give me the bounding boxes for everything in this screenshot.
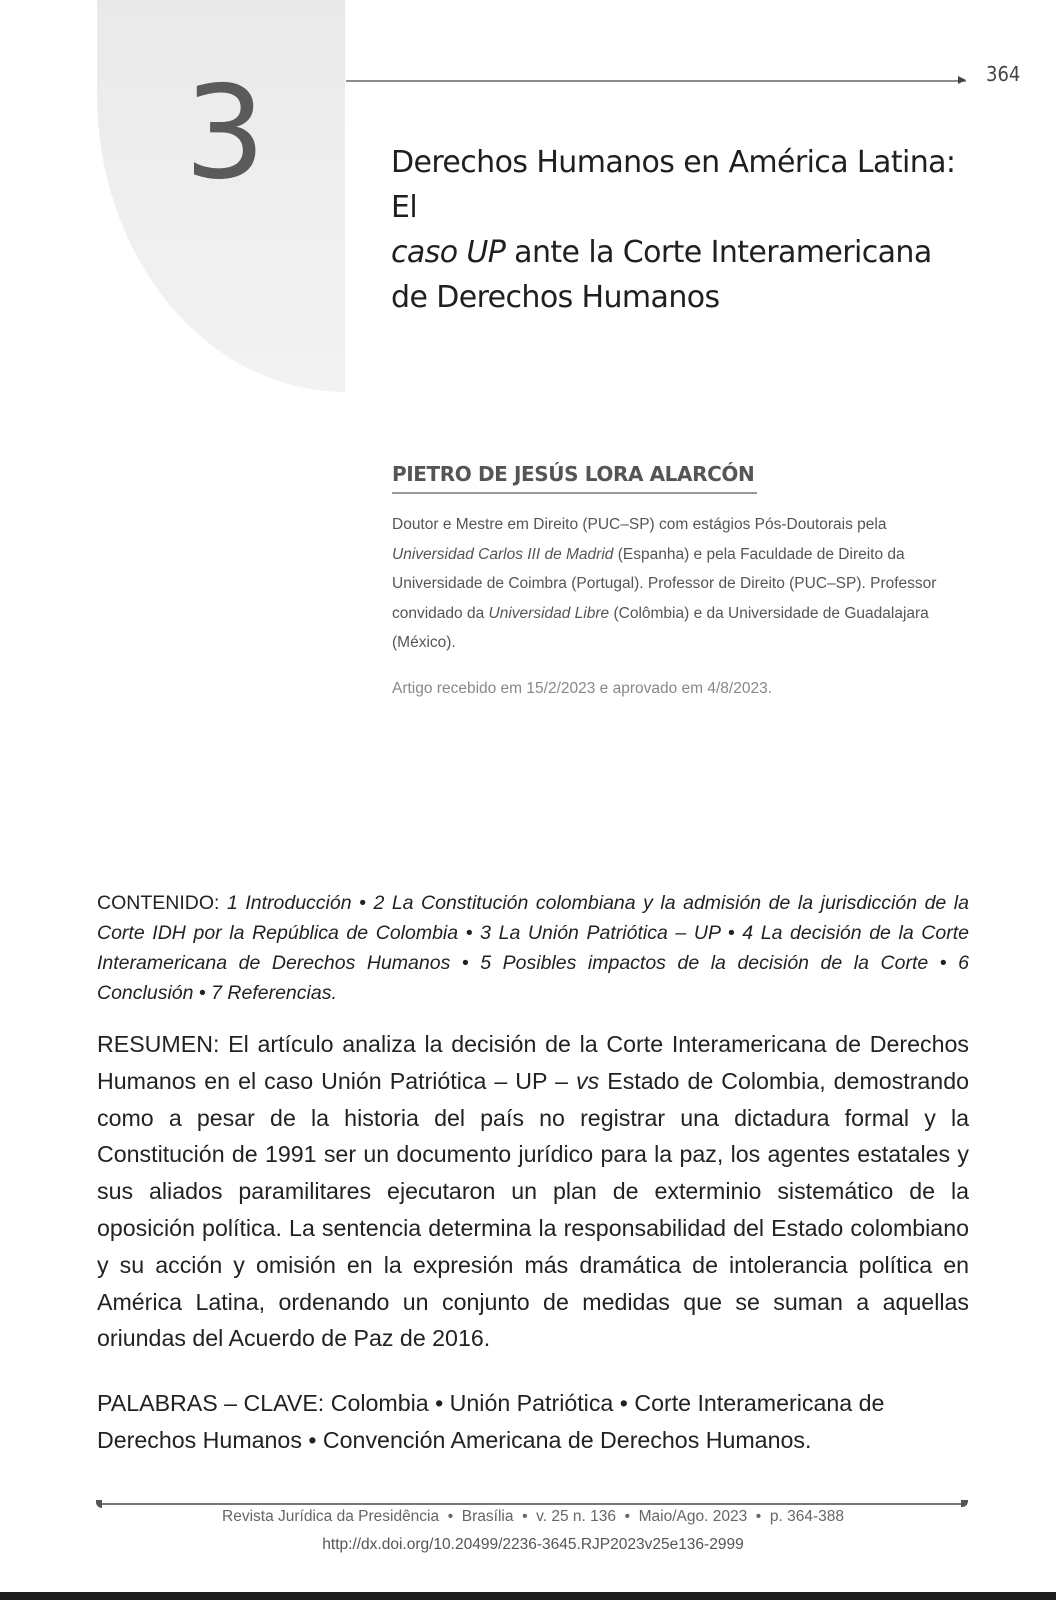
bio-text-1: Doutor e Mestre em Direito (PUC–SP) com estágios Pós-Doutorais pela bbox=[392, 516, 887, 533]
footer-rule bbox=[97, 1503, 967, 1505]
title-italic: caso UP bbox=[391, 235, 506, 270]
footer-rule-cap-right bbox=[961, 1500, 968, 1507]
received-date: Artigo recebido em 15/2/2023 e aprovado em 4/8/2023. bbox=[392, 680, 773, 697]
chapter-number: 3 bbox=[184, 59, 266, 208]
footer-rule-cap-left bbox=[96, 1500, 102, 1508]
header-rule-arrow bbox=[958, 76, 966, 84]
bio-italic-1: Universidad Carlos III de Madrid bbox=[392, 545, 614, 563]
article-title bbox=[391, 140, 971, 320]
footer-doi-link[interactable]: http://dx.doi.org/10.20499/2236-3645.RJP2023v25e136-2999 bbox=[322, 1536, 744, 1553]
bio-italic-2: Universidad Libre bbox=[488, 604, 610, 622]
abstract-text-1: RESUMEN: El artículo analiza la decisión de la Corte Interamericana de Derechos Humanos en el caso Unión Patriótica – UP – bbox=[97, 1031, 969, 1094]
abstract-vs: vs bbox=[576, 1067, 600, 1094]
page-number: 364 bbox=[986, 62, 1021, 86]
table-of-contents bbox=[97, 888, 969, 1008]
header-rule bbox=[346, 80, 966, 82]
bio-text-2: (Espanha) e pela Faculdade de Direito da Universidade de Coimbra (Portugal). Professor de Direito (PUC–SP). Professor convidado da bbox=[392, 545, 937, 622]
footer-citation bbox=[0, 1508, 1056, 1526]
bottom-bar bbox=[0, 1592, 1056, 1600]
keywords: PALABRAS – CLAVE: Colombia • Unión Patriótica • Corte Interamericana de Derechos Humanos • Convención Americana de Derechos Humanos. bbox=[97, 1390, 885, 1453]
author-name: PIETRO DE JESÚS LORA ALARCÓN bbox=[392, 462, 757, 494]
author-bio bbox=[392, 510, 972, 658]
title-rest: ante la Corte Interamericana de Derechos Humanos bbox=[391, 235, 932, 315]
bio-text-3: (Colômbia) e da Universidade de Guadalajara (México). bbox=[392, 604, 929, 651]
contents-label: CONTENIDO: bbox=[97, 892, 227, 914]
contents-items: 1 Introducción • 2 La Constitución colombiana y la admisión de la jurisdicción de la Corte IDH por la República de Colombia • 3 La Unión Patriótica – UP • 4 La decisión de la Corte Interamericana de Derechos Humanos • 5 Posibles impactos de la decisión de la Corte • 6 Conclusión • 7 Referencias. bbox=[97, 892, 969, 1004]
title-line1: Derechos Humanos en América Latina: El bbox=[391, 145, 956, 225]
abstract-text-2: Estado de Colombia, demostrando como a pesar de la historia del país no registrar una dictadura formal y la Constitución de 1991 ser un documento jurídico para la paz, los agentes estatales y sus aliados paramilitares ejecutaron un plan de exterminio sistemático de la oposición política. La sentencia determina la responsabilidad del Estado colombiano y su acción y omisión en la expresión más dramática de intolerancia política en América Latina, ordenando un conjunto de medidas que se suman a aquellas oriundas del Acuerdo de Paz de 2016. bbox=[97, 1067, 969, 1352]
abstract bbox=[97, 1026, 969, 1357]
footer-citation-text: Revista Jurídica da Presidência • Brasília • v. 25 n. 136 • Maio/Ago. 2023 • p. 364-388 bbox=[222, 1508, 844, 1525]
